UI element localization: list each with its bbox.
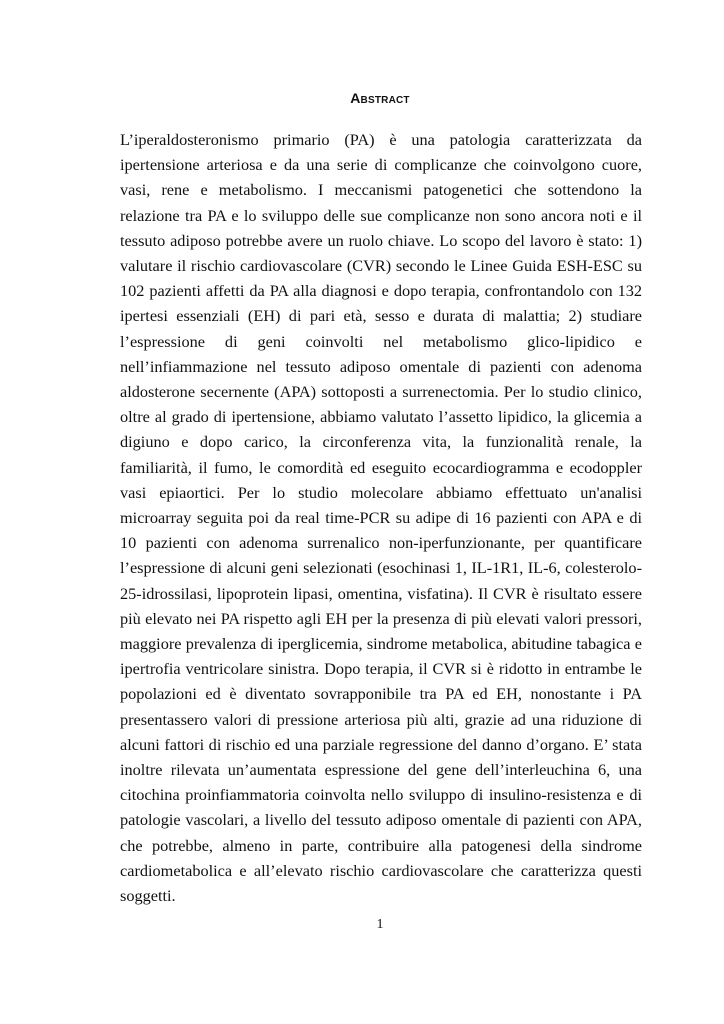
page-number: 1 [376, 917, 384, 932]
abstract-paragraph: L’iperaldosteronismo primario (PA) è una patologia caratterizzata da ipertensione arteriosa e da una serie di complicanze che coinvolgono cuore, vasi, rene e metabolismo. I meccanismi patogenetici che sottendono la relazione tra PA e lo sviluppo delle sue complicanze non sono ancora noti e il tessuto adiposo potrebbe avere un ruolo chiave. Lo scopo del lavoro è stato: 1) valutare il rischio cardiovascolare (CVR) secondo le Linee Guida ESH-ESC su 102 pazienti affetti da PA alla diagnosi e dopo terapia, confrontandolo con 132 ipertesi essenziali (EH) di pari età, sesso e durata di malattia; 2) studiare l’espressione di geni coinvolti nel metabolismo glico-lipidico e nell’infiammazione nel tessuto adiposo omentale di pazienti con adenoma aldosterone secernente (APA) sottoposti a surrenectomia. Per lo studio clinico, oltre al grado di ipertensione, abbiamo valutato l’assetto lipidico, la glicemia a digiuno e dopo carico, la circonferenza vita, la funzionalità renale, la familiarità, il fumo, le comordità ed eseguito ecocardiogramma e ecodoppler vasi epiaortici. Per lo studio molecolare abbiamo effettuato un'analisi microarray seguita poi da real time-PCR su adipe di 16 pazienti con APA e di 10 pazienti con adenoma surrenalico non-iperfunzionante, per quantificare l’espressione di alcuni geni selezionati (esochinasi 1, IL-1R1, IL-6, colesterolo-25-idrossilasi, lipoprotein lipasi, omentina, visfatina). Il CVR è risultato essere più elevato nei PA rispetto agli EH per la presenza di più elevati valori pressori, maggiore prevalenza di iperglicemia, sindrome metabolica, abitudine tabagica e ipertrofia ventricolare sinistra. Dopo terapia, il CVR si è ridotto in entrambe le popolazioni ed è diventato sovrapponibile tra PA ed EH, nonostante i PA presentassero valori di pressione arteriosa più alti, grazie ad una riduzione di alcuni fattori di rischio ed una parziale regressione del danno d’organo. E’ stata inoltre rilevata un’aumentata espressione del gene dell’interleuchina 6, una citochina proinfiammatoria coinvolta nello sviluppo di insulino-resistenza e di patologie vascolari, a livello del tessuto adiposo omentale di pazienti con APA, che potrebbe, almeno in parte, contribuire alla patogenesi della sindrome cardiometabolica e all’elevato rischio cardiovascolare che caratterizza questi soggetti. [120, 130, 642, 906]
abstract-heading: Abstract [350, 90, 410, 106]
